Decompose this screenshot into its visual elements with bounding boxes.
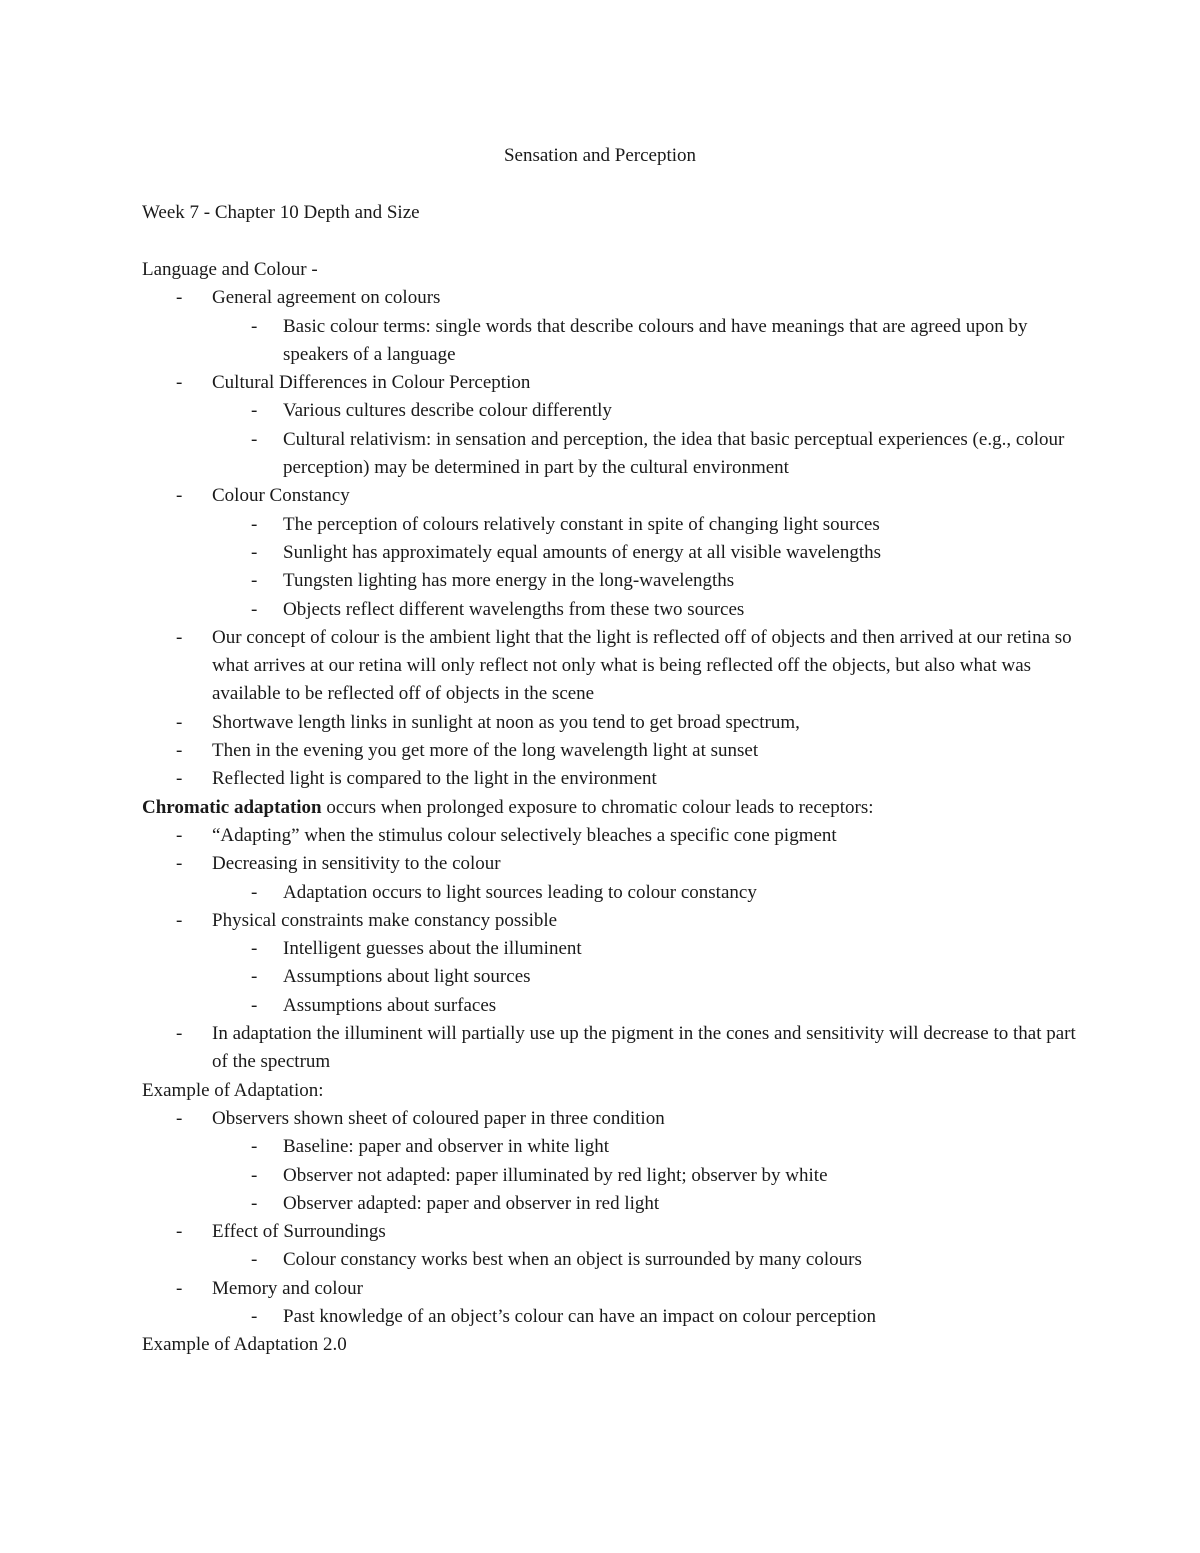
sub-list-item xyxy=(142,963,1082,991)
section-heading xyxy=(142,1331,1082,1359)
dash-bullet: - xyxy=(176,626,183,648)
sub-list-item xyxy=(142,426,1082,483)
dash-bullet: - xyxy=(251,513,258,535)
dash-bullet: - xyxy=(176,711,183,733)
sub-list-item xyxy=(142,1303,1082,1331)
section-heading xyxy=(142,1077,1082,1105)
dash-bullet: - xyxy=(176,485,183,507)
dash-bullet: - xyxy=(251,570,258,592)
list-item-text: Reflected light is compared to the light in the environment xyxy=(212,768,657,790)
list-item xyxy=(142,709,1082,737)
sub-list-item xyxy=(142,539,1082,567)
list-item-text: Memory and colour xyxy=(212,1277,363,1299)
list-item xyxy=(142,1020,1082,1077)
dash-bullet: - xyxy=(176,1023,183,1045)
sub-list-item-text: The perception of colours relatively constant in spite of changing light sources xyxy=(283,513,880,535)
list-item-text: Effect of Surroundings xyxy=(212,1221,386,1243)
sub-list-item xyxy=(142,313,1082,370)
list-item-text: Cultural Differences in Colour Perception xyxy=(212,372,531,394)
dash-bullet: - xyxy=(251,1192,258,1214)
dash-bullet: - xyxy=(251,966,258,988)
list-item xyxy=(142,482,1082,510)
dash-bullet: - xyxy=(176,909,183,931)
dash-bullet: - xyxy=(176,372,183,394)
dash-bullet: - xyxy=(251,428,258,450)
sub-list-item-text: Objects reflect different wavelengths from these two sources xyxy=(283,598,745,620)
sub-list-item xyxy=(142,567,1082,595)
dash-bullet: - xyxy=(176,740,183,762)
list-item xyxy=(142,822,1082,850)
sub-list-item-text: Sunlight has approximately equal amounts of energy at all visible wavelengths xyxy=(283,541,882,563)
list-item-text: General agreement on colours xyxy=(212,287,441,309)
section-heading-bold-term: Chromatic adaptation xyxy=(142,796,322,818)
list-item xyxy=(142,624,1082,709)
list-item-text: “Adapting” when the stimulus colour selectively bleaches a specific cone pigment xyxy=(212,824,837,846)
sub-list-item-text: Assumptions about light sources xyxy=(283,966,531,988)
section-heading-text: Example of Adaptation: xyxy=(142,1079,324,1101)
dash-bullet: - xyxy=(176,853,183,875)
list-item-text: Shortwave length links in sunlight at noon as you tend to get broad spectrum, xyxy=(212,711,800,733)
sub-list-item-text: Baseline: paper and observer in white light xyxy=(283,1136,610,1158)
list-item-text: Observers shown sheet of coloured paper in three condition xyxy=(212,1107,665,1129)
list-item xyxy=(142,1218,1082,1246)
dash-bullet: - xyxy=(176,824,183,846)
sub-list-item xyxy=(142,879,1082,907)
sub-list-item xyxy=(142,935,1082,963)
dash-bullet: - xyxy=(251,994,258,1016)
sub-list-item-text: Observer adapted: paper and observer in red light xyxy=(283,1192,660,1214)
section-heading-text: occurs when prolonged exposure to chromatic colour leads to receptors: xyxy=(321,796,874,818)
sub-list-item xyxy=(142,596,1082,624)
sub-list-item-text: Observer not adapted: paper illuminated by red light; observer by white xyxy=(283,1164,828,1186)
sub-list-item-text: Past knowledge of an object’s colour can have an impact on colour perception xyxy=(283,1305,877,1327)
sub-list-item xyxy=(142,1190,1082,1218)
list-item-text: In adaptation the illuminent will partially use up the pigment in the cones and sensitivity will decrease to that part of the spectrum xyxy=(212,1023,1076,1073)
list-item xyxy=(142,850,1082,878)
sub-list-item-text: Colour constancy works best when an object is surrounded by many colours xyxy=(283,1249,862,1271)
dash-bullet: - xyxy=(251,315,258,337)
dash-bullet: - xyxy=(251,400,258,422)
list-item xyxy=(142,1275,1082,1303)
sub-list-item xyxy=(142,1246,1082,1274)
dash-bullet: - xyxy=(251,541,258,563)
notes-body xyxy=(142,256,1082,1360)
dash-bullet: - xyxy=(251,1249,258,1271)
sub-list-item-text: Tungsten lighting has more energy in the long-wavelengths xyxy=(283,570,735,592)
sub-list-item-text: Adaptation occurs to light sources leading to colour constancy xyxy=(283,881,757,903)
dash-bullet: - xyxy=(251,881,258,903)
sub-list-item-text: Intelligent guesses about the illuminent xyxy=(283,938,582,960)
dash-bullet: - xyxy=(176,1221,183,1243)
section-heading-text: Language and Colour - xyxy=(142,259,318,280)
sub-list-item-text: Various cultures describe colour differently xyxy=(283,400,612,422)
dash-bullet: - xyxy=(251,1136,258,1158)
sub-list-item xyxy=(142,1133,1082,1161)
list-item-text: Physical constraints make constancy possible xyxy=(212,909,558,931)
list-item-text: Decreasing in sensitivity to the colour xyxy=(212,853,501,875)
dash-bullet: - xyxy=(251,1305,258,1327)
dash-bullet: - xyxy=(176,768,183,790)
list-item xyxy=(142,737,1082,765)
list-item xyxy=(142,369,1082,397)
list-item-text: Our concept of colour is the ambient light that the light is reflected off of objects and then arrived at our retina so what arrives at our retina will only reflect not only what is being reflected off the objects, but also what was available to be reflected off of objects in the scene xyxy=(212,626,1072,705)
sub-list-item-text: Cultural relativism: in sensation and perception, the idea that basic perceptual experiences (e.g., colour perception) may be determined in part by the cultural environment xyxy=(283,428,1065,479)
sub-list-item xyxy=(142,511,1082,539)
dash-bullet: - xyxy=(176,1277,183,1299)
list-item xyxy=(142,907,1082,935)
section-heading xyxy=(142,794,1082,822)
section-heading xyxy=(142,256,1082,284)
page-title: Sensation and Perception xyxy=(503,145,697,166)
list-item xyxy=(142,284,1082,312)
dash-bullet: - xyxy=(251,938,258,960)
dash-bullet: - xyxy=(251,598,258,620)
list-item xyxy=(142,1105,1082,1133)
sub-list-item-text: Assumptions about surfaces xyxy=(283,994,497,1016)
week-subtitle: Week 7 - Chapter 10 Depth and Size xyxy=(142,202,420,223)
section-heading-text: Example of Adaptation 2.0 xyxy=(142,1334,347,1356)
list-item xyxy=(142,765,1082,793)
sub-list-item xyxy=(142,397,1082,425)
dash-bullet: - xyxy=(251,1164,258,1186)
sub-list-item-text: Basic colour terms: single words that describe colours and have meanings that are agreed upon by speakers of a language xyxy=(283,315,1028,365)
dash-bullet: - xyxy=(176,1107,183,1129)
list-item-text: Then in the evening you get more of the long wavelength light at sunset xyxy=(212,740,759,762)
dash-bullet: - xyxy=(176,287,183,309)
sub-list-item xyxy=(142,992,1082,1020)
sub-list-item xyxy=(142,1162,1082,1190)
list-item-text: Colour Constancy xyxy=(212,485,350,507)
